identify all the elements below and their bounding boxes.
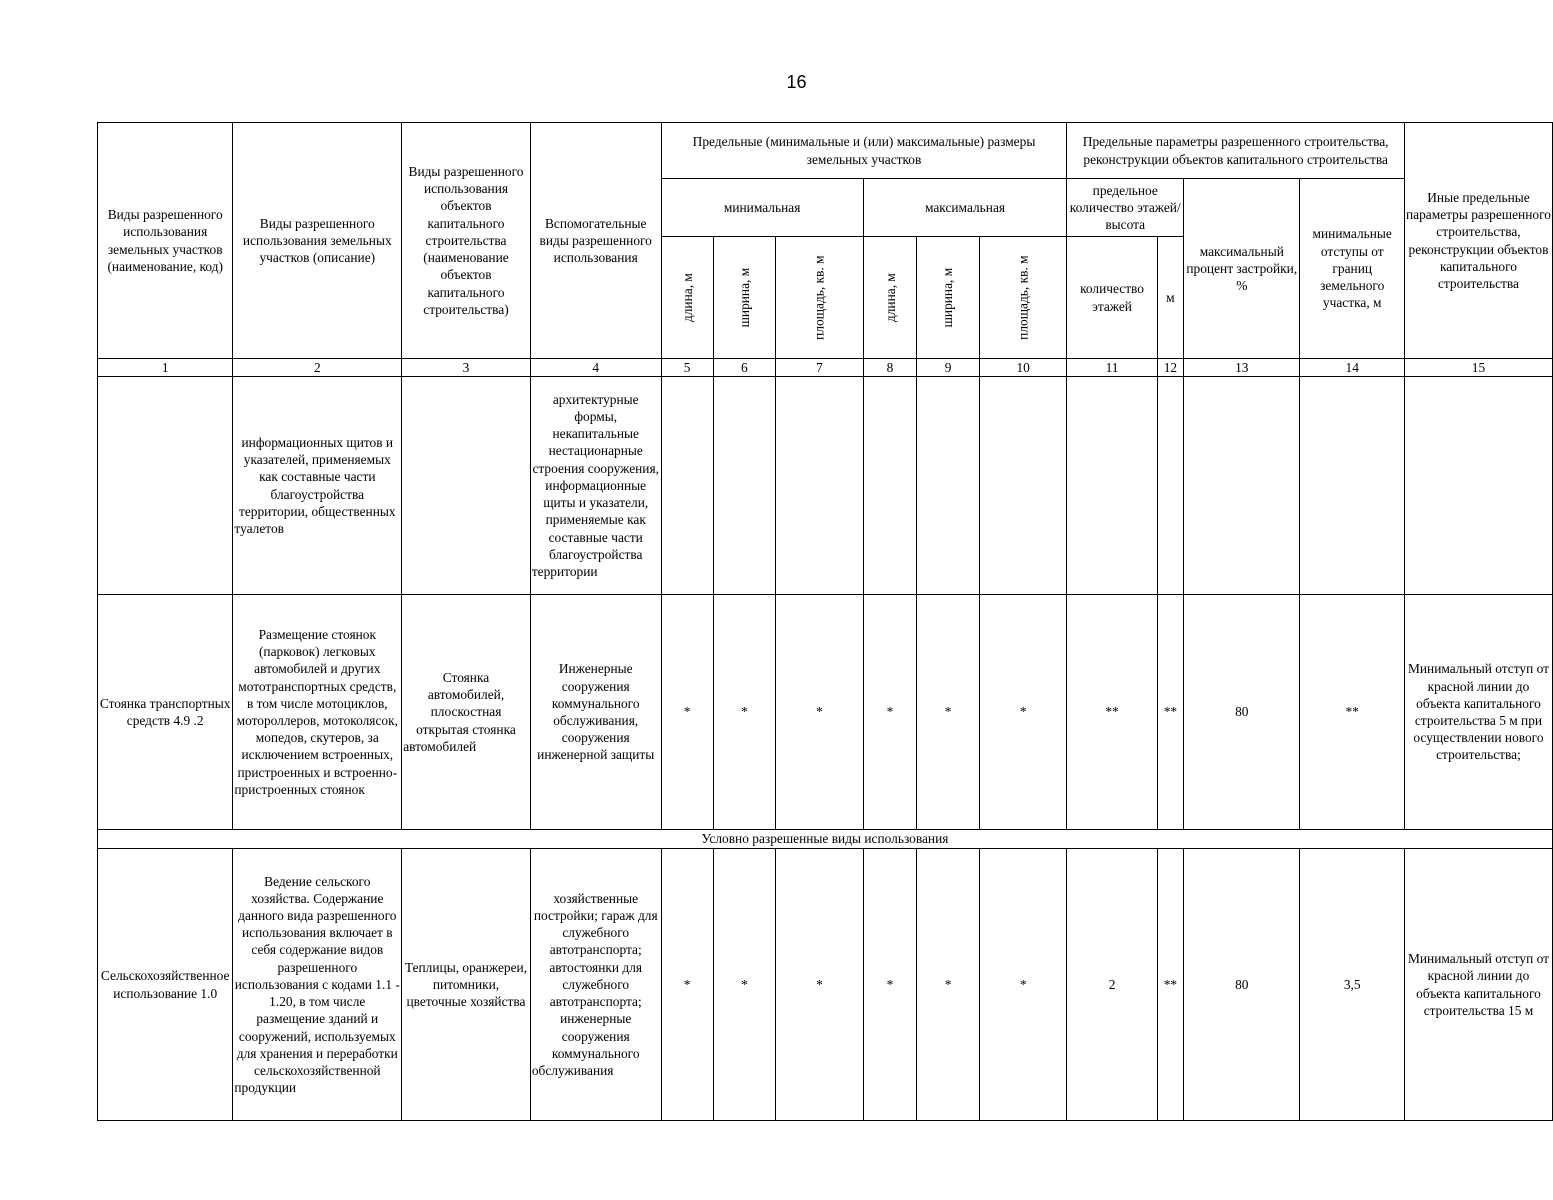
header-col11: количество этажей	[1067, 237, 1157, 359]
header-col7: площадь, кв. м	[776, 237, 863, 359]
cell-c1: Сельскохозяйственное использование 1.0	[98, 849, 233, 1121]
cell-c5: *	[661, 595, 713, 830]
page-number: 16	[786, 72, 807, 92]
cell-c2: Размещение стоянок (парковок) легковых автомобилей и других мототранспортных средств, в том числе мотоциклов, мотороллеров, мотоколясок, мопедов, скутеров, за исключением встроенных, пристроенных и встроенно-пристроенных стоянок	[233, 595, 402, 830]
table-row-parking	[98, 595, 1553, 830]
table-row-agriculture	[98, 849, 1553, 1121]
header-col6: ширина, м	[713, 237, 776, 359]
cell-c10: *	[979, 595, 1066, 830]
header-col12: м	[1157, 237, 1183, 359]
header-floors-group: предельное количество этажей/высота	[1067, 179, 1184, 237]
cell-c14: 3,5	[1300, 849, 1404, 1121]
header-col15: Иные предельные параметры разрешенного строительства, реконструкции объектов капитального строительства	[1404, 123, 1552, 359]
cell-c8: *	[863, 595, 917, 830]
cell-c12: **	[1157, 595, 1183, 830]
table-row-continuation	[98, 377, 1553, 595]
col-number: 7	[776, 359, 863, 377]
col-number: 8	[863, 359, 917, 377]
cell-c1: Стоянка транспортных средств 4.9 .2	[98, 595, 233, 830]
cell-c5: *	[661, 849, 713, 1121]
header-col8: длина, м	[863, 237, 917, 359]
cell-c11: 2	[1067, 849, 1157, 1121]
cell-c13: 80	[1184, 595, 1300, 830]
cell-c3	[402, 377, 531, 595]
col-number: 12	[1157, 359, 1183, 377]
header-col10: площадь, кв. м	[979, 237, 1066, 359]
col-number: 2	[233, 359, 402, 377]
cell-c8: *	[863, 849, 917, 1121]
cell-c3: Теплицы, оранжереи, питомники, цветочные хозяйства	[402, 849, 531, 1121]
header-col4: Вспомогательные виды разрешенного использования	[530, 123, 661, 359]
header-params-group: Предельные параметры разрешенного строительства, реконструкции объектов капитального строительства	[1067, 123, 1405, 179]
cell-c15: Минимальный отступ от красной линии до объекта капитального строительства 15 м	[1404, 849, 1552, 1121]
col-number: 10	[979, 359, 1066, 377]
header-col9: ширина, м	[917, 237, 980, 359]
col-number: 9	[917, 359, 980, 377]
header-col13: максимальный процент застройки, %	[1184, 179, 1300, 359]
col-number: 14	[1300, 359, 1404, 377]
header-col5: длина, м	[661, 237, 713, 359]
cell-c14: **	[1300, 595, 1404, 830]
section-title: Условно разрешенные виды использования	[98, 830, 1553, 849]
col-number: 1	[98, 359, 233, 377]
cell-c7: *	[776, 595, 863, 830]
cell-c4: Инженерные сооружения коммунального обслуживания, сооружения инженерной защиты	[530, 595, 661, 830]
col-number: 15	[1404, 359, 1552, 377]
header-min: минимальная	[661, 179, 863, 237]
cell-c3: Стоянка автомобилей, плоскостная открытая стоянка автомобилей	[402, 595, 531, 830]
col-number: 11	[1067, 359, 1157, 377]
header-col3: Виды разрешенного использования объектов капитального строительства (наименование объектов капитального строительства)	[402, 123, 531, 359]
header-col2: Виды разрешенного использования земельных участков (описание)	[233, 123, 402, 359]
cell-c12: **	[1157, 849, 1183, 1121]
col-number: 5	[661, 359, 713, 377]
cell-c15: Минимальный отступ от красной линии до объекта капитального строительства 5 м при осуществлении нового строительства;	[1404, 595, 1552, 830]
col-number: 13	[1184, 359, 1300, 377]
header-col1: Виды разрешенного использования земельных участков (наименование, код)	[98, 123, 233, 359]
cell-c6: *	[713, 849, 776, 1121]
header-col14: минимальные отступы от границ земельного участка, м	[1300, 179, 1404, 359]
header-sizes-group: Предельные (минимальные и (или) максимальные) размеры земельных участков	[661, 123, 1067, 179]
cell-c10: *	[979, 849, 1066, 1121]
cell-c4: архитектурные формы, некапитальные нестационарные строения сооружения, информационные щиты и указатели, применяемые как составные части благоустройства территории	[530, 377, 661, 595]
column-number-row	[98, 359, 1553, 377]
cell-c1	[98, 377, 233, 595]
cell-c4: хозяйственные постройки; гараж для служебного автотранспорта; автостоянки для служебного автотранспорта; инженерные сооружения коммунального обслуживания	[530, 849, 661, 1121]
cell-c9: *	[917, 849, 980, 1121]
cell-c6: *	[713, 595, 776, 830]
cell-c13: 80	[1184, 849, 1300, 1121]
land-use-regulations-table	[97, 122, 1553, 1121]
col-number: 3	[402, 359, 531, 377]
header-row-1	[98, 123, 1553, 179]
cell-c9: *	[917, 595, 980, 830]
cell-c2: Ведение сельского хозяйства. Содержание данного вида разрешенного использования включает в себя содержание видов разрешенного использования с кодами 1.1 - 1.20, в том числе размещение зданий и сооружений, используемых для хранения и переработки сельскохозяйственной продукции	[233, 849, 402, 1121]
header-max: максимальная	[863, 179, 1067, 237]
cell-c11: **	[1067, 595, 1157, 830]
col-number: 4	[530, 359, 661, 377]
cell-c7: *	[776, 849, 863, 1121]
col-number: 6	[713, 359, 776, 377]
cell-c2: информационных щитов и указателей, применяемых как составные части благоустройства территории, общественных туалетов	[233, 377, 402, 595]
section-row	[98, 830, 1553, 849]
